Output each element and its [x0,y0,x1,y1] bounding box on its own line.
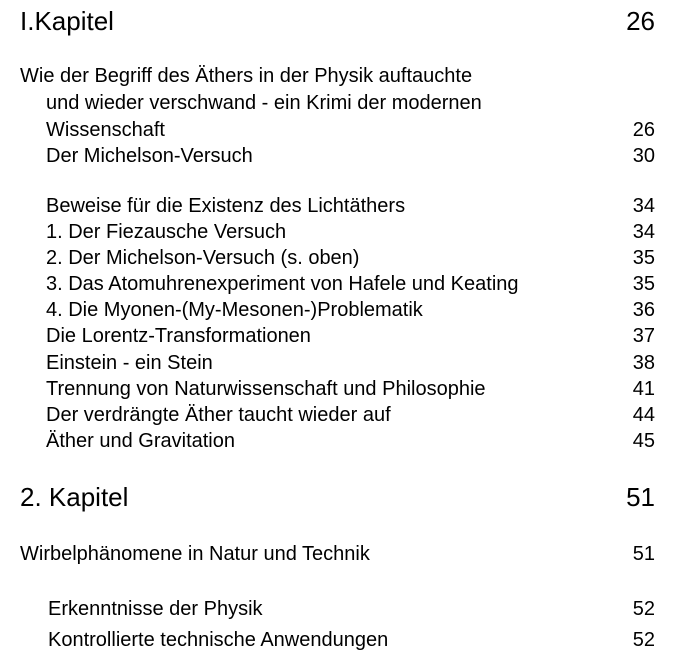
toc-entry-page: 37 [632,325,655,347]
section-1-title-line-3: Wissenschaft [46,119,165,141]
toc-entry-page: 52 [632,629,655,651]
toc-entry-page: 44 [632,404,655,426]
section-1-title-line-1: Wie der Begriff des Äthers in der Physik auftauchte [20,65,473,87]
toc-entry: Äther und Gravitation [46,430,235,452]
toc-entry-page: 52 [632,598,655,620]
toc-entry-page: 38 [632,352,655,374]
toc-entry-page: 36 [632,299,655,321]
chapter-1-page: 26 [626,6,655,36]
toc-entry: Erkenntnisse der Physik [48,598,263,620]
toc-entry: Trennung von Naturwissenschaft und Philosophie [46,378,486,400]
section-1-page: 26 [632,119,655,141]
section-2-title: Wirbelphänomene in Natur und Technik [20,543,370,565]
section-1-title-line-2: und wieder verschwand - ein Krimi der modernen [46,92,482,114]
toc-entry: Der Michelson-Versuch [46,145,253,167]
chapter-2-title: 2. Kapitel [20,482,129,512]
toc-entry-page: 30 [632,145,655,167]
toc-entry-page: 35 [632,273,655,295]
toc-entry: 1. Der Fiezausche Versuch [46,221,287,243]
toc-entry: Der verdrängte Äther taucht wieder auf [46,404,391,426]
toc-entry: Kontrollierte technische Anwendungen [48,629,389,651]
toc-entry-page: 45 [632,430,655,452]
toc-entry-page: 35 [632,247,655,269]
toc-entry: 2. Der Michelson-Versuch (s. oben) [46,247,360,269]
toc-entry: Die Lorentz-Transformationen [46,325,311,347]
toc-entry-page: 34 [632,221,655,243]
chapter-2-page: 51 [626,482,655,512]
toc-entry: 3. Das Atomuhrenexperiment von Hafele und Keating [46,273,519,295]
toc-entry: Einstein - ein Stein [46,352,213,374]
toc-entry-page: 41 [632,378,655,400]
toc-entry-page: 34 [632,195,655,217]
toc-entry: 4. Die Myonen-(My-Mesonen-)Problematik [46,299,423,321]
section-2-page: 51 [632,543,655,565]
chapter-1-title: I.Kapitel [20,6,114,36]
toc-entry: Beweise für die Existenz des Lichtäthers [46,195,406,217]
